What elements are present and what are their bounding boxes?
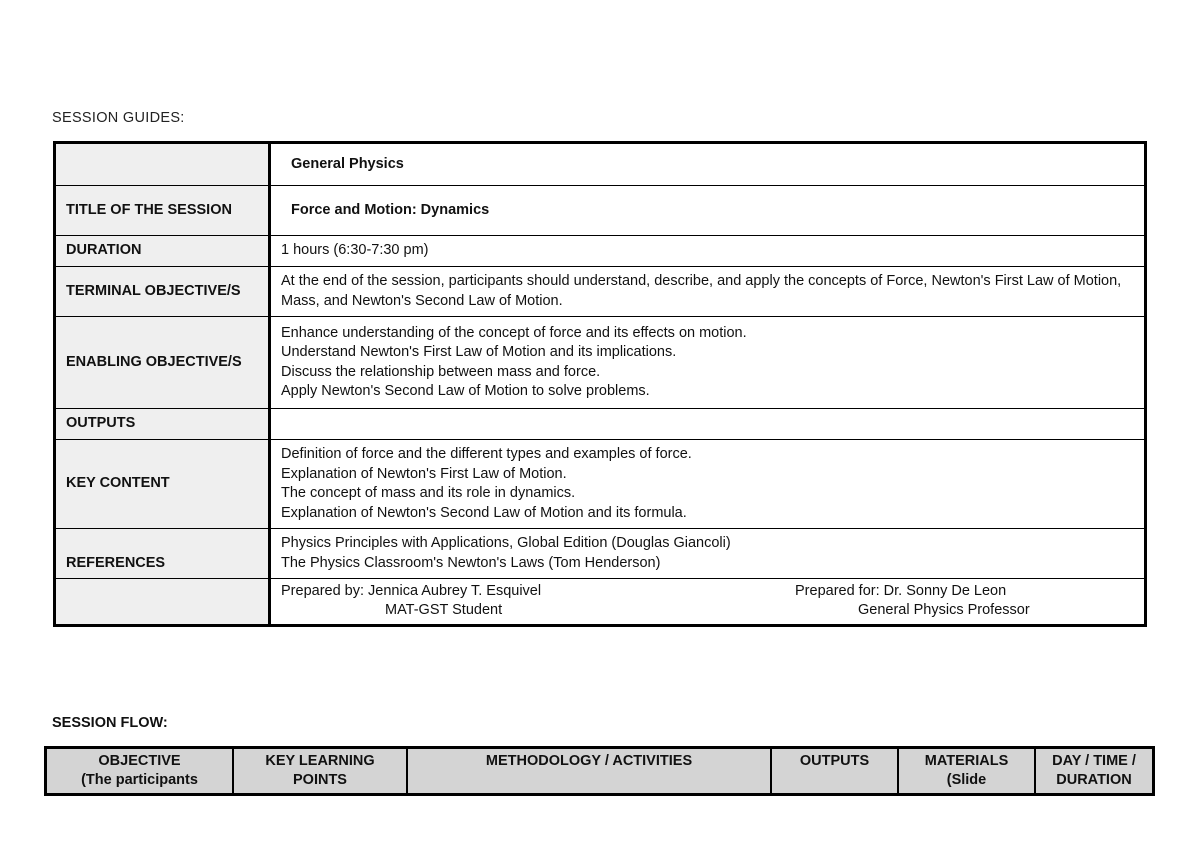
title-row [55,186,1146,236]
flow-header-objective [46,748,234,795]
key-content-item: Explanation of Newton's First Law of Motion. [281,465,567,482]
references-label: REFERENCES [55,529,270,579]
reference-item: Physics Principles with Applications, Global Edition (Douglas Giancoli) [281,535,731,551]
outputs-value [270,409,1146,440]
key-content-row [55,440,1146,529]
key-content-item: Explanation of Newton's Second Law of Motion and its formula. [281,504,687,521]
flow-header-line: METHODOLOGY / ACTIVITIES [485,753,693,769]
flow-header-outputs [771,748,898,795]
enabling-item: Discuss the relationship between mass and force. [281,363,601,380]
key-content-item: Definition of force and the different types and examples of force. [281,446,692,462]
flow-header-line: DAY / TIME / [1052,753,1136,769]
prepared-by-role: MAT-GST Student [385,602,503,618]
flow-header-line: (The participants [81,772,198,788]
flow-header-line: KEY LEARNING [265,753,375,769]
flow-header-methodology [407,748,771,795]
course-row [55,143,1146,186]
enabling-value [270,317,1146,409]
session-flow-table [44,746,1155,796]
flow-header-line: POINTS [293,772,347,788]
enabling-row [55,317,1146,409]
enabling-item: Enhance understanding of the concept of force and its effects on motion. [281,324,747,341]
duration-label: DURATION [55,236,270,267]
enabling-label: ENABLING OBJECTIVE/S [55,317,270,409]
flow-header-line: OBJECTIVE [98,753,181,769]
flow-header-row [46,748,1154,795]
flow-header-line: MATERIALS [924,753,1009,769]
flow-header-line: DURATION [1056,772,1132,788]
flow-header-day-time [1035,748,1154,795]
duration-row [55,236,1146,267]
terminal-value: At the end of the session, participants should understand, describe, and apply the concepts of Force, Newton's First Law of Motion, Mass, and Newton's Second Law of Motion. [270,267,1146,317]
title-value: Force and Motion: Dynamics [270,186,1146,236]
session-flow-title: SESSION FLOW: [52,715,168,731]
flow-header-line: OUTPUTS [799,753,870,769]
enabling-item: Apply Newton's Second Law of Motion to solve problems. [281,383,650,399]
references-row [55,529,1146,579]
key-content-item: The concept of mass and its role in dynamics. [281,485,576,501]
flow-header-line: (Slide [946,772,987,788]
prepared-row [55,579,1146,626]
key-content-value [270,440,1146,529]
title-label: TITLE OF THE SESSION [55,186,270,236]
terminal-row [55,267,1146,317]
session-guides-title: SESSION GUIDES: [52,110,185,126]
reference-item: The Physics Classroom's Newton's Laws (Tom Henderson) [281,554,661,571]
prepared-label-cell [55,579,270,626]
course-label-cell [55,143,270,186]
outputs-row [55,409,1146,440]
prepared-by: Prepared by: Jennica Aubrey T. Esquivel [281,583,542,599]
key-content-label: KEY CONTENT [55,440,270,529]
prepared-block [281,582,1134,622]
prepared-value [270,579,1146,626]
terminal-label: TERMINAL OBJECTIVE/S [55,267,270,317]
prepared-for-role: General Physics Professor [858,602,1030,618]
references-value [270,529,1146,579]
enabling-item: Understand Newton's First Law of Motion and its implications. [281,344,677,360]
session-guide-table [53,141,1147,627]
prepared-for: Prepared for: Dr. Sonny De Leon [795,583,1007,599]
outputs-label: OUTPUTS [55,409,270,440]
duration-value: 1 hours (6:30-7:30 pm) [270,236,1146,267]
flow-header-materials [898,748,1035,795]
course-name: General Physics [270,143,1146,186]
flow-header-key-learning [233,748,407,795]
